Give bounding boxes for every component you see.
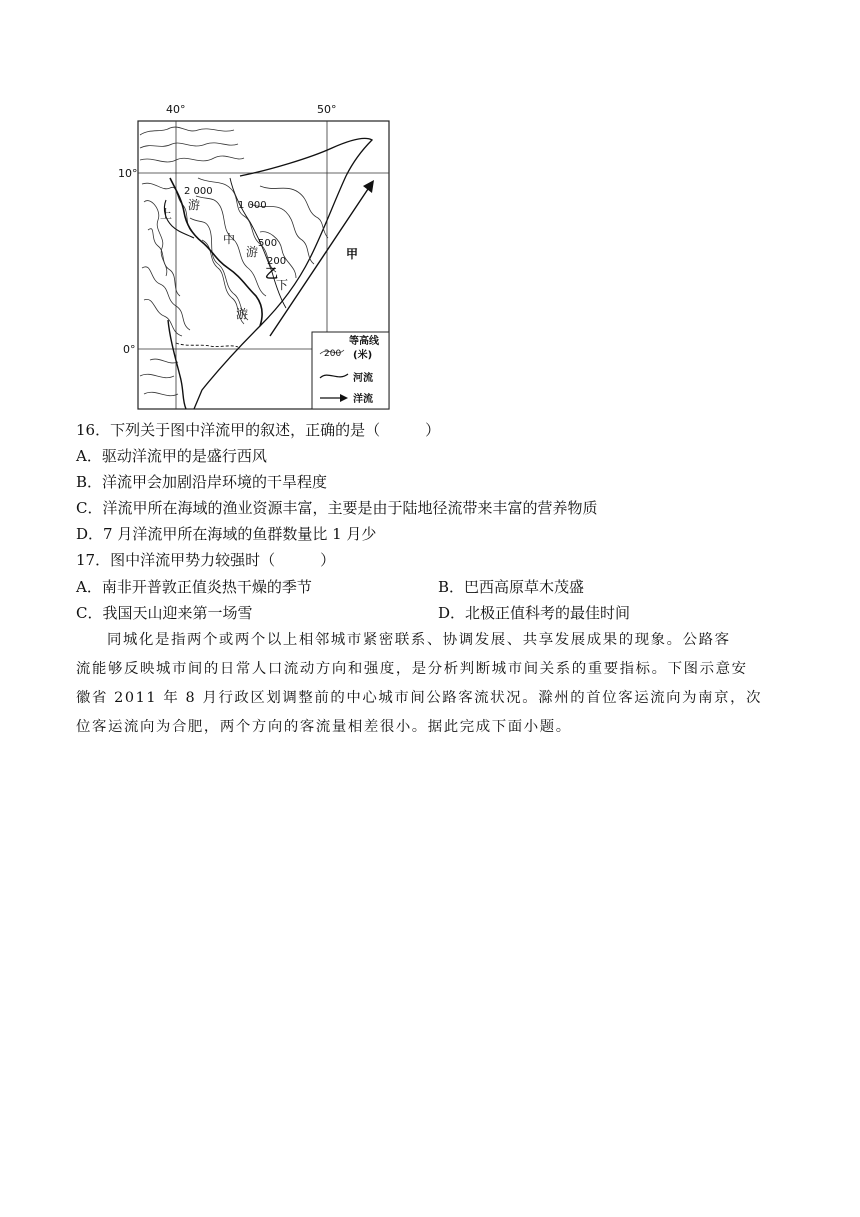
contour-label-2000: 2 000 [184,186,213,197]
question-16-option-c: C．洋流甲所在海域的渔业资源丰富，主要是由于陆地径流带来丰富的营养物质 [76,499,598,517]
lat-label-0: 0° [123,343,136,356]
river-label-lower-2: 游 [236,307,249,321]
contour-label-500: 500 [258,238,278,249]
legend-current-label: 洋流 [353,394,373,405]
river-label-upper-1: 上 [160,207,173,221]
river-label-upper-2: 游 [188,198,201,212]
current-label: 甲 [346,247,359,261]
lon-label-50: 50° [317,103,337,116]
question-16-option-a: A．驱动洋流甲的是盛行西风 [76,447,267,465]
question-16-option-b: B．洋流甲会加剧沿岸环境的干旱程度 [76,473,328,491]
river-name-label: 乙 [265,267,279,282]
question-17-stem: 17．图中洋流甲势力较强时（ ） [76,551,336,569]
passage-line-2: 流能够反映城市间的日常人口流动方向和强度，是分析判断城市间关系的重要指标。下图示意安 [76,661,748,677]
contour-label-1000: 1 000 [238,200,267,211]
lat-label-10: 10° [118,167,138,180]
river-label-middle-1: 中 [223,232,236,246]
legend-contour-label: 等高线 [349,336,379,347]
river-label-lower-1: 下 [276,278,289,292]
lon-label-40: 40° [166,103,186,116]
passage-line-4: 位客运流向为合肥，两个方向的客流量相差很小。据此完成下面小题。 [76,719,572,735]
contour-label-200: 200 [267,256,287,267]
legend-contour-value: 200 [324,349,342,359]
question-16-option-d: D．7 月洋流甲所在海域的鱼群数量比 1 月少 [76,525,377,543]
map-legend [312,332,389,409]
question-17-option-d: D．北极正值科考的最佳时间 [438,604,631,622]
question-17-option-c: C．我国天山迎来第一场雪 [76,604,253,622]
question-17-option-b: B．巴西高原草木茂盛 [438,578,585,596]
reading-passage [76,626,776,742]
question-16-stem: 16．下列关于图中洋流甲的叙述，正确的是（ ） [76,421,441,439]
question-17-option-a: A．南非开普敦正值炎热干燥的季节 [76,578,312,596]
passage-line-1: 同城化是指两个或两个以上相邻城市紧密联系、协调发展、共享发展成果的现象。公路客 [107,632,731,648]
legend-contour-unit: (米) [353,350,373,361]
legend-river-label: 河流 [353,373,373,384]
map-figure [110,100,400,412]
river-label-middle-2: 游 [246,245,259,259]
passage-line-3: 徽省 2011 年 8 月行政区划调整前的中心城市间公路客流状况。滁州的首位客运流向为南京，次 [76,690,763,706]
